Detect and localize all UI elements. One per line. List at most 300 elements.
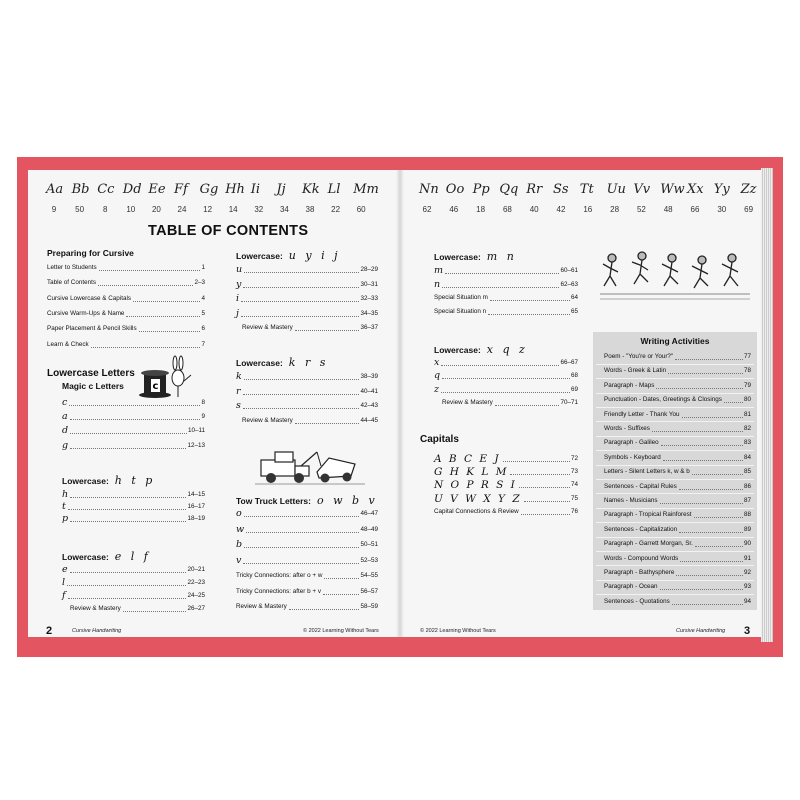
toc-row [434, 467, 578, 477]
row-divider [596, 594, 754, 595]
alphabet-letters: Uu [606, 182, 626, 197]
toc-row-leader [70, 447, 186, 449]
toc-row-leader [70, 496, 186, 498]
toc-row-label: Paper Placement & Pencil Skills [47, 325, 137, 333]
toc-row [236, 587, 378, 597]
toc-row-leader [694, 516, 743, 518]
alphabet-letters: Tt [579, 182, 594, 197]
toc-row-leader [69, 404, 200, 406]
toc-row-leader [495, 404, 560, 406]
toc-row-label: d [62, 425, 69, 437]
toc-row-leader [70, 571, 187, 573]
toc-row-label: Learn & Check [47, 340, 89, 348]
alphabet-page-number: 8 [102, 205, 108, 214]
toc-row-leader [676, 574, 743, 576]
toc-row [604, 366, 751, 376]
row-divider [596, 378, 754, 379]
toc-row-label: Paragraph - Galileo [604, 439, 659, 447]
toc-row [236, 571, 378, 581]
toc-row-leader [679, 488, 743, 490]
toc-row-label: u [236, 264, 243, 275]
subheading-magic-c: Magic c Letters [62, 381, 124, 391]
heading-label: Lowercase: [62, 476, 109, 486]
toc-row [62, 441, 205, 451]
toc-row [604, 539, 751, 549]
toc-row-label: Paragraph - Garrett Morgan, Sr. [604, 540, 693, 548]
heading-lowercase-mn [434, 250, 517, 263]
toc-row-label: Table of Contents [47, 279, 97, 287]
toc-row [236, 525, 378, 535]
alphabet-letters: Aa [46, 182, 64, 197]
alphabet-letters: Hh [225, 182, 245, 197]
toc-row-label: Review & Mastery [242, 324, 293, 331]
alphabet-page-number: 16 [583, 205, 593, 214]
toc-row [236, 294, 378, 304]
toc-row-label: Names - Musicians [604, 497, 658, 504]
toc-row-label: j [236, 307, 239, 319]
toc-row-label: Tricky Connections: after b + v [236, 587, 321, 595]
toc-row [236, 387, 378, 397]
toc-row [62, 565, 205, 575]
toc-row-page: 68 [570, 372, 578, 380]
toc-row [604, 597, 751, 607]
toc-row-leader [91, 346, 201, 348]
toc-row-label: q [434, 370, 441, 382]
toc-row [604, 395, 751, 405]
toc-row [62, 591, 205, 601]
toc-row [236, 602, 378, 612]
runners-illustration [600, 250, 750, 302]
alphabet-letters: Ll [327, 182, 341, 197]
toc-row [604, 410, 751, 420]
toc-row [434, 480, 578, 490]
toc-row-label: k [236, 371, 242, 382]
toc-row-leader [133, 300, 200, 302]
toc-row-leader [445, 272, 559, 274]
toc-row [62, 398, 205, 408]
toc-row-label: f [62, 590, 66, 601]
toc-row-leader [441, 391, 570, 393]
alphabet-letters: Yy [713, 182, 730, 197]
toc-row [434, 358, 578, 368]
toc-row-label: Paragraph - Tropical Rainforest [604, 511, 692, 519]
toc-row-page: 86 [743, 482, 751, 490]
toc-row-leader [521, 513, 570, 515]
alphabet-letters: Ff [174, 182, 188, 197]
toc-row-page: 77 [743, 353, 751, 360]
toc-row-page: 5 [201, 309, 205, 317]
toc-row-page: 52–53 [360, 556, 378, 564]
toc-row-leader [70, 432, 187, 434]
toc-row-page: 83 [743, 439, 751, 447]
toc-row-label: Poem - "You're or Your?" [604, 353, 674, 360]
toc-row-label: Words - Suffixes [604, 425, 650, 432]
toc-row-label: Cursive Warm-Ups & Name [47, 309, 125, 317]
alphabet-letters: Bb [71, 182, 90, 197]
toc-row-page: 81 [743, 410, 751, 418]
toc-row [62, 490, 205, 500]
toc-row [236, 280, 378, 290]
toc-row-page: 46–47 [360, 510, 378, 517]
toc-row-page: 38–39 [360, 373, 378, 380]
toc-row-leader [661, 444, 743, 446]
alphabet-page-number: 20 [151, 205, 161, 214]
toc-row-page: 24–25 [187, 592, 205, 599]
toc-row-leader [68, 597, 187, 599]
heading-letters: k r s [288, 356, 329, 369]
toc-row [434, 371, 578, 381]
hat-letter: c [152, 381, 159, 392]
toc-row-page: 2–3 [194, 279, 205, 287]
page-title: TABLE OF CONTENTS [148, 223, 309, 239]
toc-row [62, 578, 205, 588]
alphabet-page-number: 12 [203, 205, 213, 214]
toc-row-leader [660, 588, 743, 590]
row-divider [596, 565, 754, 566]
alphabet-page-number: 10 [126, 205, 136, 214]
toc-row-leader [126, 315, 200, 317]
toc-row-leader [244, 515, 360, 517]
toc-row-label: t [62, 501, 66, 512]
alphabet-page-number: 38 [305, 205, 315, 214]
toc-row-page: 91 [743, 554, 751, 562]
toc-row [47, 294, 205, 304]
toc-row-label: l [62, 577, 66, 588]
toc-row-page: 40–41 [360, 387, 378, 395]
toc-row-page: 87 [743, 497, 751, 504]
alphabet-letters: Rr [526, 182, 543, 197]
toc-row [434, 293, 578, 303]
toc-row [604, 381, 751, 391]
toc-row-leader [682, 416, 743, 418]
toc-row-page: 94 [743, 597, 751, 605]
toc-row-leader [98, 284, 193, 286]
toc-row [47, 309, 205, 319]
toc-row-leader [323, 593, 360, 595]
toc-row-label: Words - Compound Words [604, 554, 679, 562]
alphabet-page-number: 48 [663, 205, 673, 214]
heading-tow-truck [236, 494, 378, 507]
toc-row-page: 14–15 [187, 491, 205, 498]
toc-row-page: 89 [743, 525, 751, 533]
toc-row-page: 10–11 [187, 427, 205, 435]
toc-row [236, 265, 378, 275]
toc-row-page: 34–35 [360, 309, 378, 317]
toc-row-page: 75 [570, 494, 578, 502]
alphabet-page-number: 22 [331, 205, 341, 214]
toc-row-label: p [62, 513, 69, 524]
toc-row-leader [660, 502, 743, 504]
toc-row-label: Symbols - Keyboard [604, 453, 661, 461]
toc-row-leader [243, 407, 360, 409]
alphabet-page-number: 14 [228, 205, 238, 214]
toc-row-page: 30–31 [360, 280, 378, 288]
toc-row-label: Review & Mastery [236, 603, 287, 610]
alphabet-letters: Nn [419, 182, 439, 197]
toc-row-label: Special Situation n [434, 307, 487, 315]
alphabet-letters: Pp [472, 182, 490, 197]
toc-row [62, 426, 205, 436]
toc-row-leader [442, 377, 570, 379]
toc-row-label: i [236, 293, 240, 304]
alphabet-page-number: 68 [502, 205, 512, 214]
toc-row [604, 510, 751, 520]
toc-row [442, 398, 578, 408]
row-divider [596, 580, 754, 581]
alphabet-page-number: 46 [449, 205, 459, 214]
toc-row-label: a [62, 411, 68, 423]
toc-row-leader [488, 313, 570, 315]
alphabet-page-number: 24 [177, 205, 187, 214]
toc-row-page: 8 [201, 399, 205, 406]
toc-row-leader [241, 300, 359, 302]
toc-row-page: 4 [201, 294, 205, 302]
toc-row-leader [510, 473, 570, 475]
toc-row-label: G H K L M [434, 466, 509, 479]
heading-label: Lowercase: [236, 251, 283, 261]
heading-label: Lowercase: [236, 358, 283, 368]
toc-row [604, 525, 751, 535]
toc-row-page: 26–27 [187, 605, 205, 612]
toc-row-leader [663, 459, 743, 461]
toc-row [604, 352, 751, 362]
heading-label: Lowercase: [62, 552, 109, 562]
toc-row-page: 42–43 [360, 402, 378, 409]
toc-row [604, 424, 751, 434]
toc-row-label: Special Situation m [434, 294, 488, 301]
toc-row-leader [679, 531, 743, 533]
heading-letters: m n [486, 250, 517, 263]
row-divider [596, 479, 754, 480]
toc-row-page: 79 [743, 381, 751, 389]
toc-row-label: A B C E J [434, 453, 501, 465]
row-divider [596, 493, 754, 494]
alphabet-letters: Xx [687, 182, 704, 197]
toc-row-label: x [434, 357, 440, 368]
alphabet-page-number: 30 [717, 205, 727, 214]
alphabet-letters: Ii [250, 182, 261, 197]
toc-row [236, 509, 378, 519]
toc-row [236, 540, 378, 550]
toc-row-page: 90 [743, 540, 751, 548]
toc-row-page: 12–13 [187, 441, 205, 449]
toc-row [242, 323, 378, 333]
toc-row-page: 82 [743, 425, 751, 432]
heading-lowercase-elf [62, 550, 151, 563]
toc-row-label: N O P R S I [434, 479, 517, 492]
toc-row-label: Paragraph - Ocean [604, 583, 658, 591]
toc-row-label: Letters - Silent Letters k, w & b [604, 468, 690, 476]
toc-row-label: Review & Mastery [70, 605, 121, 612]
toc-row [47, 340, 205, 350]
alphabet-letters: Gg [199, 182, 219, 197]
toc-row [604, 482, 751, 492]
toc-row-label: v [236, 554, 242, 566]
toc-row [47, 324, 205, 334]
alphabet-page-number: 50 [75, 205, 85, 214]
row-divider [596, 450, 754, 451]
heading-letters: h t p [114, 474, 156, 487]
toc-row-leader [519, 486, 570, 488]
toc-row [236, 309, 378, 319]
heading-capitals: Capitals [420, 434, 459, 445]
toc-row-leader [68, 508, 187, 510]
alphabet-page-number: 32 [254, 205, 264, 214]
toc-row-leader [243, 562, 359, 564]
toc-row-label: s [236, 400, 241, 411]
toc-row-page: 69 [570, 385, 578, 393]
toc-row-leader [668, 372, 743, 374]
heading-lowercase-uyij [236, 249, 341, 262]
heading-letters: e l f [114, 550, 151, 563]
alphabet-page-number: 9 [51, 205, 57, 214]
toc-row-leader [243, 393, 360, 395]
toc-row-leader [244, 271, 359, 273]
toc-row-label: Paragraph - Maps [604, 381, 655, 389]
heading-letters: u y i j [288, 249, 341, 262]
toc-row [434, 454, 578, 464]
row-divider [596, 508, 754, 509]
toc-row [434, 494, 578, 504]
toc-row-page: 16–17 [187, 503, 205, 510]
toc-row-leader [656, 387, 743, 389]
page-number-right: 3 [744, 625, 751, 637]
toc-row-leader [70, 520, 186, 522]
toc-row-page: 22–23 [187, 579, 205, 586]
toc-row-leader [70, 418, 201, 420]
toc-row-page: 18–19 [187, 515, 205, 522]
alphabet-page-number: 42 [556, 205, 566, 214]
toc-row-leader [441, 364, 559, 366]
toc-row-label: Sentences - Capitalization [604, 525, 678, 533]
toc-row-leader [99, 269, 201, 271]
toc-row-label: U V W X Y Z [434, 492, 522, 505]
toc-row-leader [241, 315, 360, 317]
row-divider [596, 522, 754, 523]
footer-copyright-right: © 2022 Learning Without Tears [420, 628, 496, 634]
alphabet-letters: Dd [122, 182, 142, 197]
toc-row [236, 372, 378, 382]
tow-truck-illustration [255, 446, 365, 486]
toc-row-leader [503, 460, 570, 462]
toc-row-page: 32–33 [360, 295, 378, 302]
toc-row-label: Punctuation - Dates, Greetings & Closings [604, 396, 722, 404]
alphabet-page-number: 66 [690, 205, 700, 214]
toc-row-label: o [236, 508, 242, 519]
toc-row-page: 60–61 [560, 267, 578, 274]
toc-row [604, 453, 751, 463]
toc-row-page: 84 [743, 453, 751, 461]
toc-row [236, 401, 378, 411]
row-divider [596, 537, 754, 538]
toc-row [604, 438, 751, 448]
heading-letters: x q z [486, 343, 528, 356]
toc-row-page: 1 [201, 264, 205, 271]
toc-row [62, 514, 205, 524]
row-divider [596, 407, 754, 408]
toc-row-label: z [434, 383, 440, 395]
toc-row-label: Words - Greek & Latin [604, 367, 667, 375]
magic-hat-bunny-illustration [135, 355, 195, 400]
toc-row-page: 65 [570, 307, 578, 315]
toc-row-leader [295, 422, 360, 424]
toc-row-page: 78 [743, 367, 751, 375]
toc-row [604, 582, 751, 592]
toc-row-leader [652, 430, 743, 432]
alphabet-letters: Mm [353, 182, 379, 197]
toc-row-page: 66–67 [560, 359, 578, 366]
toc-row-label: Sentences - Quotations [604, 597, 670, 605]
toc-row-leader [246, 531, 359, 533]
toc-row-page: 62–63 [560, 280, 578, 288]
alphabet-page-number: 40 [529, 205, 539, 214]
alphabet-letters: Ww [660, 182, 685, 197]
footer-copyright-left: © 2022 Learning Without Tears [303, 628, 379, 634]
toc-row-page: 20–21 [187, 566, 205, 573]
heading-label: Tow Truck Letters: [236, 496, 311, 506]
section-heading-lowercase-letters: Lowercase Letters [47, 368, 135, 379]
toc-row [47, 278, 205, 288]
toc-row-page: 48–49 [360, 525, 378, 533]
footer-title-right: Cursive Handwriting [676, 628, 726, 634]
alphabet-letters: Vv [633, 182, 651, 197]
alphabet-letters: Jj [276, 182, 286, 197]
row-divider [596, 465, 754, 466]
alphabet-letters: Cc [97, 182, 115, 197]
toc-row [604, 496, 751, 506]
toc-row [70, 604, 205, 614]
toc-row-label: Review & Mastery [442, 398, 493, 406]
heading-lowercase-htp [62, 474, 155, 487]
toc-row-page: 7 [201, 340, 205, 348]
alphabet-page-number: 34 [279, 205, 289, 214]
alphabet-letters: Zz [740, 182, 757, 197]
toc-row-label: r [236, 385, 241, 397]
writing-activities-heading: Writing Activities [640, 336, 710, 346]
toc-row-label: Sentences - Capital Rules [604, 482, 677, 490]
alphabet-letters: Oo [445, 182, 465, 197]
toc-row-label: m [434, 265, 444, 276]
toc-row-label: h [62, 489, 69, 500]
toc-row [434, 385, 578, 395]
toc-row-page: 73 [570, 468, 578, 476]
toc-row-leader [675, 358, 743, 360]
toc-row-page: 85 [743, 468, 751, 476]
row-divider [596, 393, 754, 394]
page-number-left: 2 [46, 625, 53, 637]
alphabet-page-number: 62 [422, 205, 432, 214]
toc-row-leader [244, 378, 360, 380]
toc-row-page: 28–29 [360, 266, 378, 273]
row-divider [596, 436, 754, 437]
toc-row-page: 80 [743, 396, 751, 404]
section-heading-preparing: Preparing for Cursive [47, 248, 134, 258]
toc-row [434, 266, 578, 276]
alphabet-page-number: 28 [610, 205, 620, 214]
toc-row-leader [524, 500, 570, 502]
toc-row-leader [724, 401, 743, 403]
toc-row-label: Capital Connections & Review [434, 507, 519, 515]
toc-row [242, 416, 378, 426]
toc-row-leader [324, 577, 359, 579]
toc-row-page: 74 [570, 481, 578, 489]
page-edges [761, 168, 773, 642]
row-divider [596, 421, 754, 422]
alphabet-letters: Ss [553, 182, 569, 197]
toc-row [434, 307, 578, 317]
toc-row-leader [442, 286, 559, 288]
toc-row-leader [123, 610, 187, 612]
